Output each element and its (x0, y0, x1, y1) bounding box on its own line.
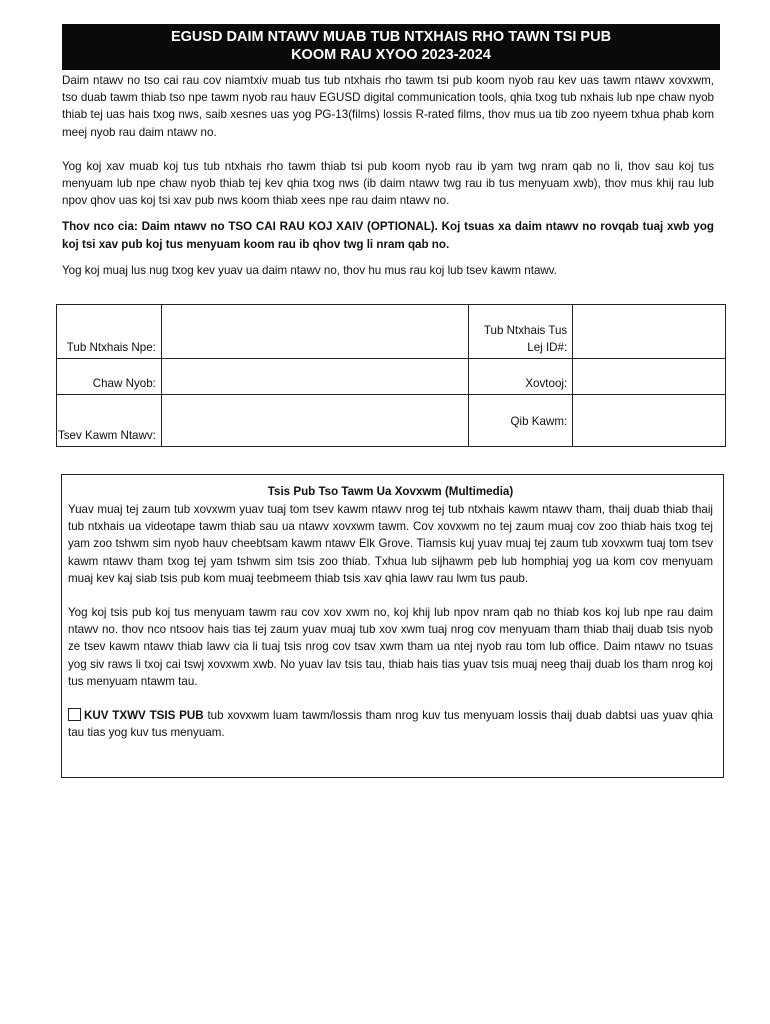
multimedia-section (61, 474, 724, 778)
student-name-label: Tub Ntxhais Npe: (57, 305, 162, 359)
student-id-field[interactable] (573, 305, 726, 359)
title-line-2: KOOM RAU XYOO 2023-2024 (291, 47, 491, 63)
opt-out-text: tub xovxwm luam tawm/lossis tham nrog kuv tus menyuam lossis thaij duab dabtsi uas yuav qhia tau tias yog kuv tus menyuam. (68, 709, 713, 740)
optional-note: Thov nco cia: Daim ntawv no TSO CAI RAU KOJ XAIV (OPTIONAL). Koj tsuas xa daim ntawv no rovqab tuaj xwb yog koj tsi xav pub koj tus menyuam koom rau ib qhov twg li nram qab no. (62, 220, 714, 251)
intro-paragraph-1: Daim ntawv no tso cai rau cov niamtxiv muab tus tub ntxhais rho tawm tsi pub koom nyob rau kev uas tawm ntawv xovxwm, tso duab tawm thiab tso npe tawm nyob rau hauv EGUSD digital communication tools, qhia txog tub nxhais lub npe chaw nyob thiab tej uas hais txog nws, saib xesnes uas yog PG-13(films) lossis R-rated films, thov mus ua tib zoo nyeem txhua phab kom meej nyob rau daim ntawv no. (62, 74, 714, 139)
student-info-table (56, 304, 726, 447)
grade-field[interactable] (573, 395, 726, 447)
intro-paragraph-3: Yog koj muaj lus nug txog kev yuav ua daim ntawv no, thov hu mus rau koj lub tsev kawm ntawv. (62, 263, 557, 277)
student-id-label: Tub Ntxhais Tus Lej ID#: (469, 305, 573, 359)
address-label: Chaw Nyob: (57, 359, 162, 395)
multimedia-paragraph-1: Yuav muaj tej zaum tub xovxwm yuav tuaj tom tsev kawm ntawv nrog tej tub ntxhais kawm ntawv tham, thaij duab thiab thaij tub ntxhais ua videotape tawm thiab sau ua ntawv xovxwm tawm. Cov xovxwm no tej zaum muaj cov zoo thiab hais txog tej yam zoo tshwm sim nyob hauv cheebtsam kawm ntawv Elk Grove. Tiamsis kuj yuav muaj tej zaum tub xovxwm tuaj tom tsev kawm ntawv tham txog tej yam tshwm sim tsis zoo thiab. Txhua lub sijhawm peb lub homphiaj yog ua kom cov menyuam muaj kev kaj siab tsis pub kom muaj teebmeem thiab tsis xav qhia lawv rau lwm tus paub. (68, 503, 713, 585)
address-field[interactable] (161, 359, 468, 395)
intro-section (62, 72, 714, 296)
phone-label: Xovtooj: (469, 359, 573, 395)
opt-out-statement (68, 707, 713, 741)
student-name-field[interactable] (161, 305, 468, 359)
title-line-1: EGUSD DAIM NTAWV MUAB TUB NTXHAIS RHO TAWN TSI PUB (170, 29, 612, 45)
school-field[interactable] (161, 395, 468, 447)
opt-out-label: KUV TXWV TSIS PUB (84, 709, 204, 723)
multimedia-paragraph-2: Yog koj tsis pub koj tus menyuam tawm rau cov xov xwm no, koj khij lub npov nram qab no thiab kos koj lub npe rau daim ntawv no. thov nco ntsoov hais tias tej zaum yuav muaj tub xov xwm tuaj nrog cov menyuam tham thiab thaij duab tsis nyob ze tsev kawm ntawv thiab lawv cia li tuaj tsis nrog cov tsav xwm tham ua ntej nyob rau tom lub office. Daim ntawv no tsuas yog siv raws li txoj cai tswj xovxwm xwb. No yuav lav tsis tau, thiab hais tias yuav tsis muaj neeg thaij duab los tham nrog koj tus menyuam ntawm tau. (68, 606, 713, 688)
opt-out-checkbox[interactable] (68, 708, 81, 721)
phone-field[interactable] (573, 359, 726, 395)
grade-label: Qib Kawm: (469, 395, 573, 447)
intro-paragraph-2: Yog koj xav muab koj tus tub ntxhais rho tawm thiab tsi pub koom nyob rau ib yam twg nram qab no li, thov sau koj tus menyuam lub npe chaw nyob thiab tej kev qhia txog nws (ib daim ntawv twg rau ib tus menyuam xwb), thov mus khij rau lub npov qhov uas koj tsi xav pub nws koom thiab xees npe rau daim ntawv no. (62, 159, 714, 208)
document-title (62, 24, 720, 70)
multimedia-heading: Tsis Pub Tso Tawm Ua Xovxwm (Multimedia) (267, 485, 514, 498)
school-label: Tsev Kawm Ntawv: (57, 395, 162, 447)
